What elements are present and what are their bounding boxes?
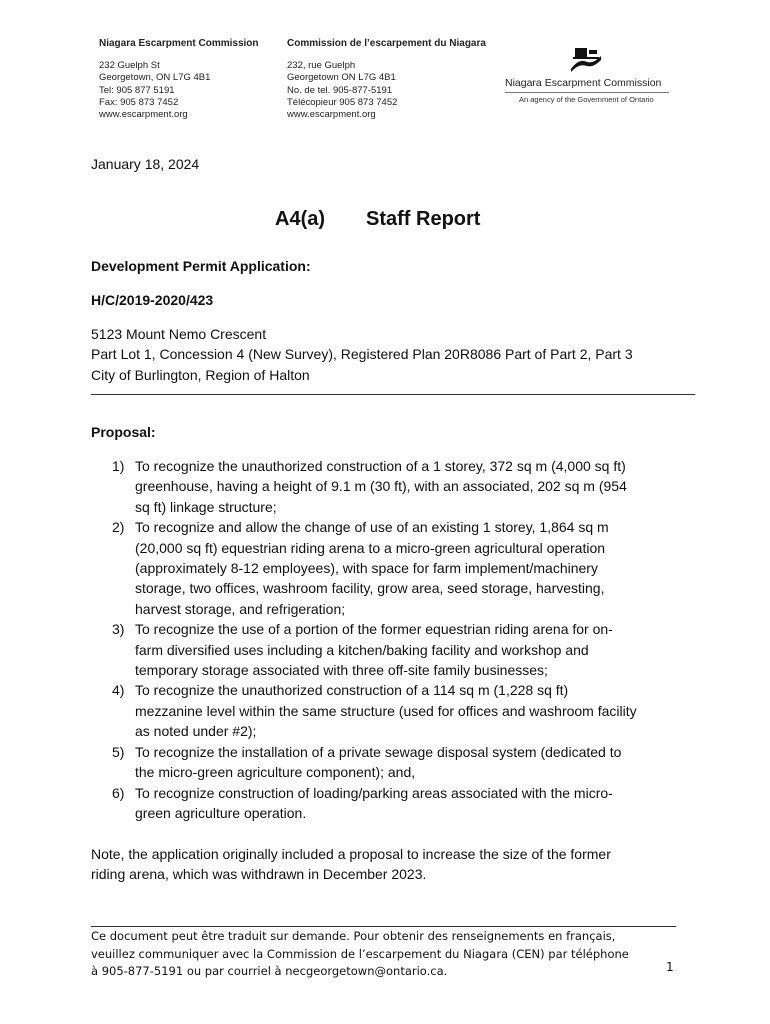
commission-logo xyxy=(505,44,669,106)
footer-divider xyxy=(91,926,676,927)
property-address xyxy=(91,324,633,385)
address-line: 5123 Mount Nemo Crescent xyxy=(91,326,267,342)
address-line: 232, rue Guelph xyxy=(287,60,356,72)
list-item-text: To recognize and allow the change of use of an existing 1 storey, 1,864 sq m (20,000 sq ft) equestrian riding arena to a micro-green agricultural operation (approximately 8-12 employees), with space for farm implement/machinery storage, two offices, washroom facility, grow area, seed storage, harvesting, harvest storage, and refrigeration; xyxy=(135,519,609,617)
letterhead-english xyxy=(99,38,259,121)
address-line: Georgetown, ON L7G 4B1 xyxy=(99,72,211,84)
logo-divider xyxy=(505,92,669,93)
report-code: A4(a) xyxy=(275,208,326,230)
list-number: 5) xyxy=(112,743,125,760)
org-name-english: Niagara Escarpment Commission xyxy=(99,38,259,49)
website-line: www.escarpment.org xyxy=(287,109,376,121)
list-number: 2) xyxy=(112,519,125,536)
list-item-text: To recognize construction of loading/parking areas associated with the micro- green agriculture operation. xyxy=(135,784,613,821)
logo-name: Niagara Escarpment Commission xyxy=(505,77,662,89)
address-line: Georgetown ON L7G 4B1 xyxy=(287,72,396,84)
org-name-french: Commission de l’escarpement du Niagara xyxy=(287,38,486,49)
address-line: 232 Guelph St xyxy=(99,60,160,72)
list-item xyxy=(91,517,695,619)
list-item xyxy=(91,456,695,517)
withdrawal-note: Note, the application originally included a proposal to increase the size of the former riding arena, which was withdrawn in December 2023. xyxy=(91,846,611,883)
list-number: 1) xyxy=(112,458,125,474)
list-item-text: To recognize the unauthorized construction of a 114 sq m (1,228 sq ft) mezzanine level within the same structure (used for offices and washroom facility as noted under #2); xyxy=(135,682,637,740)
page-number: 1 xyxy=(666,960,674,974)
website-line: www.escarpment.org xyxy=(99,109,188,121)
phone-line: No. de tel. 905-877-5191 xyxy=(287,84,393,96)
legal-description: Part Lot 1, Concession 4 (New Survey), Registered Plan 20R8086 Part of Part 2, Part 3 xyxy=(91,346,633,363)
report-title: Staff Report xyxy=(366,208,481,230)
list-item xyxy=(91,783,695,824)
list-number: 3) xyxy=(112,621,125,638)
list-item xyxy=(91,680,695,741)
proposal-list xyxy=(91,456,695,823)
logo-agency: An agency of the Government of Ontario xyxy=(519,95,654,104)
proposal-label: Proposal: xyxy=(91,424,156,440)
section-divider xyxy=(91,394,695,395)
file-number: H/C/2019-2020/423 xyxy=(91,292,214,308)
list-item-text: To recognize the installation of a private sewage disposal system (dedicated to the micro-green agriculture component); and, xyxy=(135,743,622,781)
translation-notice: Ce document peut être traduit sur demande. Pour obtenir des renseignements en français, veuillez communiquer avec la Commission de l’escarpement du Niagara (CEN) par téléphone à 905-877-5191 ou par courriel à necgeorgetown@ontario.ca. xyxy=(91,929,629,978)
list-item-text: To recognize the unauthorized construction of a 1 storey, 372 sq m (4,000 sq ft) greenhouse, having a height of 9.1 m (30 ft), with an associated, 202 sq m (954 sq ft) linkage structure; xyxy=(135,458,627,515)
application-label: Development Permit Application: xyxy=(91,258,311,274)
letterhead-french xyxy=(287,38,486,121)
report-date: January 18, 2024 xyxy=(91,156,200,172)
list-number: 4) xyxy=(112,682,125,699)
escarpment-logo-icon xyxy=(569,44,603,74)
list-item xyxy=(91,619,695,680)
fax-line: Télécopieur 905 873 7452 xyxy=(287,96,398,108)
phone-line: Tel: 905 877 5191 xyxy=(99,84,175,96)
list-item xyxy=(91,742,695,783)
fax-line: Fax: 905 873 7452 xyxy=(99,96,179,108)
municipality: City of Burlington, Region of Halton xyxy=(91,366,310,383)
list-number: 6) xyxy=(112,784,125,801)
list-item-text: To recognize the use of a portion of the former equestrian riding arena for on- farm diversified uses including a kitchen/baking facility and workshop and temporary storage associated with three off-site family businesses; xyxy=(135,621,613,679)
